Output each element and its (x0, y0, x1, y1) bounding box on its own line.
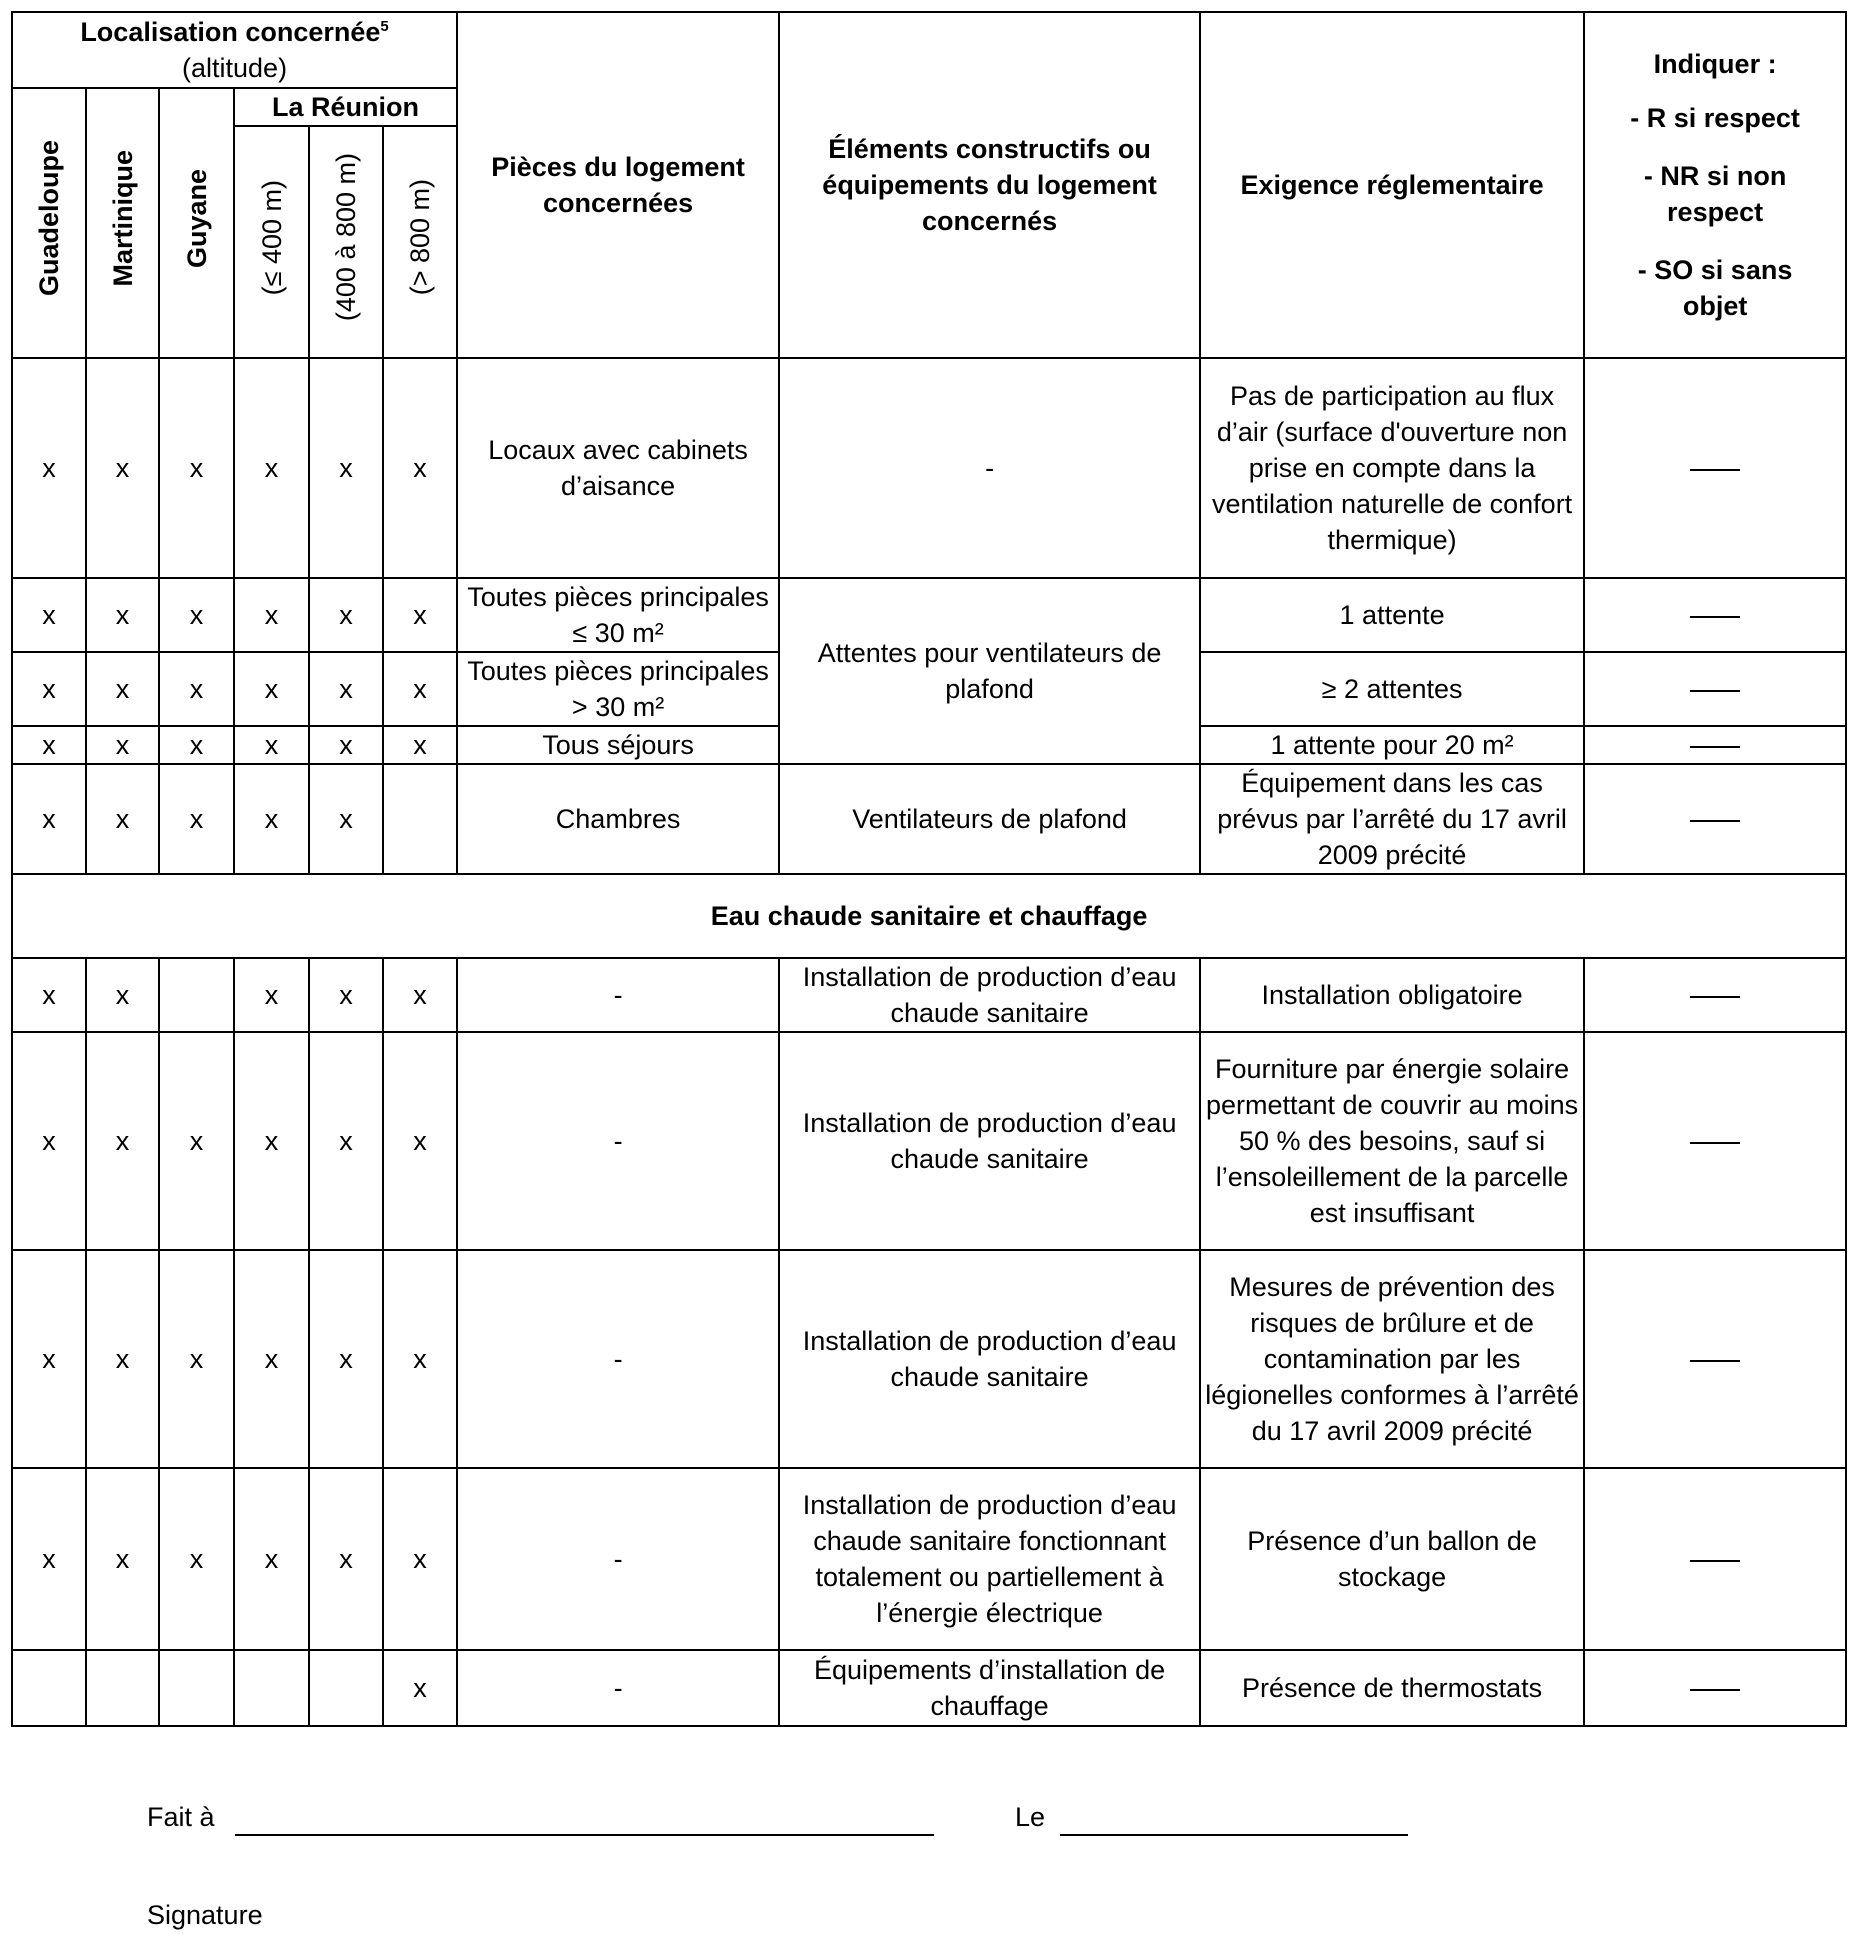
pieces-cell: - (457, 1032, 779, 1250)
section-title: Eau chaude sanitaire et chauffage (12, 874, 1846, 958)
mark-cell: x (159, 1032, 234, 1250)
mark-cell: x (234, 358, 309, 578)
mark-cell: x (309, 578, 383, 652)
mark-cell: x (309, 1032, 383, 1250)
mark-cell: x (86, 726, 159, 764)
mark-cell: x (234, 578, 309, 652)
pieces-cell: Toutes pièces principales ≤ 30 m² (457, 578, 779, 652)
guadeloupe-header (12, 88, 86, 358)
pieces-cell: Chambres (457, 764, 779, 874)
table-row (12, 958, 1846, 1032)
mark-cell: x (12, 1468, 86, 1650)
footnote-ref: 5 (380, 18, 389, 35)
exigence-cell: ≥ 2 attentes (1200, 652, 1584, 726)
mark-cell: x (383, 652, 457, 726)
exigence-cell: Installation obligatoire (1200, 958, 1584, 1032)
answer-blank (1690, 469, 1740, 471)
pieces-cell: - (457, 958, 779, 1032)
exigence-cell: Pas de participation au flux d’air (surface d'ouverture non prise en compte dans la ventilation naturelle de confort thermique) (1200, 358, 1584, 578)
mark-cell (86, 1650, 159, 1726)
mark-cell: x (159, 764, 234, 874)
mark-cell: x (383, 1032, 457, 1250)
altitude-label: (altitude) (182, 53, 288, 83)
guadeloupe-label: Guadeloupe (34, 140, 64, 297)
mark-cell: x (309, 1250, 383, 1468)
mark-cell: x (159, 652, 234, 726)
mark-cell (309, 1650, 383, 1726)
mark-cell: x (309, 358, 383, 578)
mark-cell: x (159, 726, 234, 764)
answer-blank (1690, 1360, 1740, 1362)
answer-blank (1690, 1689, 1740, 1691)
answer-blank (1690, 820, 1740, 822)
mark-cell: x (383, 578, 457, 652)
mark-cell: x (159, 578, 234, 652)
pieces-cell: Locaux avec cabinets d’aisance (457, 358, 779, 578)
mark-cell: x (12, 578, 86, 652)
mark-cell (383, 764, 457, 874)
exigence-cell: Équipement dans les cas prévus par l’arrêté du 17 avril 2009 précité (1200, 764, 1584, 874)
date-input-line[interactable] (1060, 1834, 1408, 1836)
reunion-header: La Réunion (234, 88, 457, 126)
mark-cell: x (234, 726, 309, 764)
answer-blank (1690, 616, 1740, 618)
pieces-cell: - (457, 1650, 779, 1726)
mark-cell: x (383, 958, 457, 1032)
mark-cell (159, 958, 234, 1032)
fait-label: Fait à (147, 1802, 215, 1832)
localisation-header (12, 12, 457, 88)
mark-cell: x (383, 1468, 457, 1650)
exigence-cell: 1 attente (1200, 578, 1584, 652)
answer-field[interactable] (1584, 652, 1846, 726)
alt2-header (309, 126, 383, 358)
table-row (12, 764, 1846, 874)
element-cell: Installation de production d’eau chaude sanitaire fonctionnant totalement ou partiellement à l’énergie électrique (779, 1468, 1200, 1650)
answer-blank (1690, 1142, 1740, 1144)
element-cell: Équipements d’installation de chauffage (779, 1650, 1200, 1726)
table-row (12, 1032, 1846, 1250)
mark-cell: x (383, 726, 457, 764)
pieces-header: Pièces du logement concernées (457, 12, 779, 358)
mark-cell: x (86, 578, 159, 652)
element-cell: Installation de production d’eau chaude sanitaire (779, 1032, 1200, 1250)
answer-blank (1690, 690, 1740, 692)
mark-cell: x (159, 1250, 234, 1468)
element-cell: - (779, 358, 1200, 578)
martinique-header (86, 88, 159, 358)
table-row (12, 1650, 1846, 1726)
signature-label: Signature (147, 1900, 263, 1930)
mark-cell: x (309, 652, 383, 726)
mark-cell: x (309, 1468, 383, 1650)
exigence-header: Exigence réglementaire (1200, 12, 1584, 358)
answer-blank (1690, 996, 1740, 998)
mark-cell (159, 1650, 234, 1726)
mark-cell: x (309, 958, 383, 1032)
form-table-wrapper (11, 11, 1847, 1727)
mark-cell: x (234, 652, 309, 726)
mark-cell: x (234, 764, 309, 874)
pieces-cell: Toutes pièces principales > 30 m² (457, 652, 779, 726)
mark-cell: x (309, 764, 383, 874)
alt3-header (383, 126, 457, 358)
element-cell: Attentes pour ventilateurs de plafond (779, 578, 1200, 764)
answer-field[interactable] (1584, 1468, 1846, 1650)
mark-cell: x (12, 726, 86, 764)
localisation-label: Localisation concernée (80, 17, 381, 47)
exigence-cell: Présence d’un ballon de stockage (1200, 1468, 1584, 1650)
alt1-label: (≤ 400 m) (256, 179, 287, 296)
mark-cell: x (383, 1250, 457, 1468)
answer-field[interactable] (1584, 958, 1846, 1032)
mark-cell (234, 1650, 309, 1726)
requirements-table (11, 11, 1847, 1727)
mark-cell: x (86, 1250, 159, 1468)
exigence-cell: Mesures de prévention des risques de brûlure et de contamination par les légionelles conformes à l’arrêté du 17 avril 2009 précité (1200, 1250, 1584, 1468)
elements-header: Éléments constructifs ou équipements du logement concernés (779, 12, 1200, 358)
table-row (12, 1250, 1846, 1468)
mark-cell: x (12, 958, 86, 1032)
mark-cell (12, 1650, 86, 1726)
date-label: Le (1015, 1802, 1046, 1832)
mark-cell: x (159, 1468, 234, 1650)
alt2-label: (400 à 800 m) (331, 153, 361, 322)
answer-field[interactable] (1584, 1032, 1846, 1250)
mark-cell: x (383, 358, 457, 578)
indiquer-nr: - NR si non respect (1643, 161, 1787, 227)
mark-cell: x (86, 1468, 159, 1650)
mark-cell: x (86, 652, 159, 726)
answer-blank (1690, 1560, 1740, 1562)
element-cell: Installation de production d’eau chaude sanitaire (779, 1250, 1200, 1468)
mark-cell: x (234, 1032, 309, 1250)
answer-field[interactable] (1584, 1650, 1846, 1726)
guyane-header (159, 88, 234, 358)
pieces-cell: Tous séjours (457, 726, 779, 764)
answer-field[interactable] (1584, 726, 1846, 764)
mark-cell: x (234, 1468, 309, 1650)
mark-cell: x (12, 1250, 86, 1468)
indiquer-header (1584, 12, 1846, 358)
mark-cell: x (86, 358, 159, 578)
indiquer-so: - SO si sans objet (1637, 255, 1793, 321)
mark-cell: x (12, 764, 86, 874)
answer-field[interactable] (1584, 1250, 1846, 1468)
answer-field[interactable] (1584, 358, 1846, 578)
table-row (12, 358, 1846, 578)
alt3-label: (> 800 m) (405, 179, 436, 296)
indiquer-r: - R si respect (1630, 103, 1800, 133)
mark-cell: x (86, 764, 159, 874)
element-cell: Installation de production d’eau chaude sanitaire (779, 958, 1200, 1032)
answer-blank (1690, 746, 1740, 748)
mark-cell: x (383, 1650, 457, 1726)
exigence-cell: Fourniture par énergie solaire permettant de couvrir au moins 50 % des besoins, sauf si l’ensoleillement de la parcelle est insuffisant (1200, 1032, 1584, 1250)
mark-cell: x (12, 358, 86, 578)
element-cell: Ventilateurs de plafond (779, 764, 1200, 874)
pieces-cell: - (457, 1468, 779, 1650)
mark-cell: x (12, 1032, 86, 1250)
mark-cell: x (309, 726, 383, 764)
answer-field[interactable] (1584, 764, 1846, 874)
pieces-cell: - (457, 1250, 779, 1468)
exigence-cell: 1 attente pour 20 m² (1200, 726, 1584, 764)
answer-field[interactable] (1584, 578, 1846, 652)
table-row (12, 578, 1846, 652)
martinique-label: Martinique (107, 150, 138, 287)
mark-cell: x (12, 652, 86, 726)
mark-cell: x (86, 958, 159, 1032)
exigence-cell: Présence de thermostats (1200, 1650, 1584, 1726)
mark-cell: x (234, 958, 309, 1032)
fait-input-line[interactable] (235, 1834, 934, 1836)
guyane-label: Guyane (181, 168, 212, 269)
alt1-header (234, 126, 309, 358)
mark-cell: x (234, 1250, 309, 1468)
mark-cell: x (86, 1032, 159, 1250)
table-row (12, 1468, 1846, 1650)
mark-cell: x (159, 358, 234, 578)
indiquer-label: Indiquer : (1653, 49, 1777, 79)
